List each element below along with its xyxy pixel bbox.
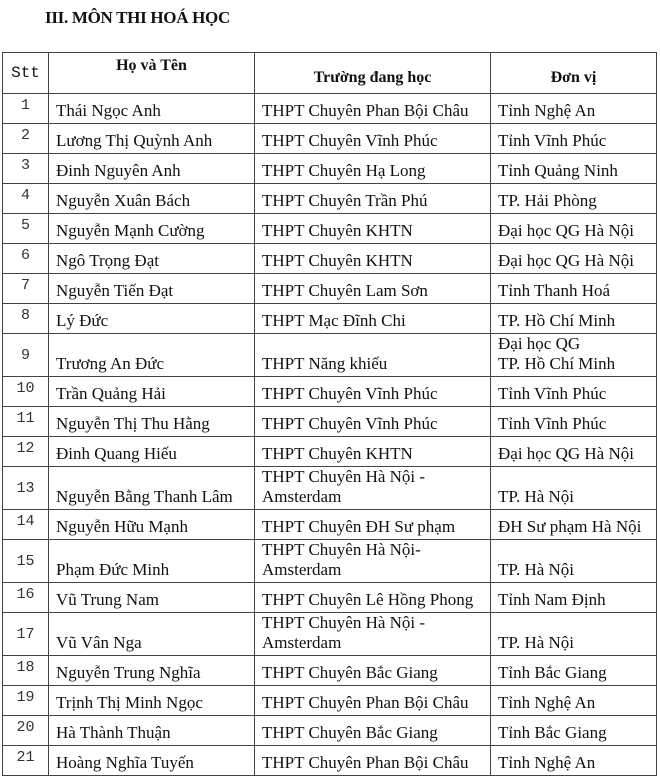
cell-stt: 4 <box>3 184 49 214</box>
cell-unit: Tỉnh Vĩnh Phúc <box>491 124 657 154</box>
cell-school: THPT Chuyên Vĩnh Phúc <box>255 124 491 154</box>
cell-name: Trương An Đức <box>49 334 255 377</box>
cell-school: THPT Chuyên KHTN <box>255 214 491 244</box>
cell-stt: 8 <box>3 304 49 334</box>
cell-unit: Tỉnh Quảng Ninh <box>491 154 657 184</box>
cell-school: THPT Chuyên Trần Phú <box>255 184 491 214</box>
cell-stt: 5 <box>3 214 49 244</box>
table-row <box>3 613 657 656</box>
cell-stt: 15 <box>3 540 49 583</box>
table-row <box>3 154 657 184</box>
cell-stt: 6 <box>3 244 49 274</box>
cell-unit: Tỉnh Nam Định <box>491 583 657 613</box>
cell-name: Vũ Vân Nga <box>49 613 255 656</box>
cell-school: THPT Chuyên Phan Bội Châu <box>255 686 491 716</box>
cell-stt: 19 <box>3 686 49 716</box>
cell-school: THPT Chuyên Hà Nội- Amsterdam <box>255 540 491 583</box>
cell-stt: 17 <box>3 613 49 656</box>
cell-name: Nguyễn Mạnh Cường <box>49 214 255 244</box>
cell-school: THPT Chuyên Bắc Giang <box>255 656 491 686</box>
cell-name: Trịnh Thị Minh Ngọc <box>49 686 255 716</box>
cell-unit: TP. Hà Nội <box>491 467 657 510</box>
cell-school: THPT Chuyên Vĩnh Phúc <box>255 407 491 437</box>
cell-unit: TP. Hà Nội <box>491 613 657 656</box>
table-row <box>3 437 657 467</box>
cell-stt: 13 <box>3 467 49 510</box>
cell-name: Hoàng Nghĩa Tuyến <box>49 746 255 776</box>
cell-unit: TP. Hà Nội <box>491 540 657 583</box>
table-row <box>3 716 657 746</box>
cell-name: Thái Ngọc Anh <box>49 94 255 124</box>
cell-stt: 12 <box>3 437 49 467</box>
cell-stt: 14 <box>3 510 49 540</box>
cell-unit: Tỉnh Nghệ An <box>491 94 657 124</box>
cell-stt: 7 <box>3 274 49 304</box>
cell-name: Vũ Trung Nam <box>49 583 255 613</box>
cell-stt: 1 <box>3 94 49 124</box>
cell-name: Trần Quảng Hải <box>49 377 255 407</box>
table-row <box>3 510 657 540</box>
header-school: Trường đang học <box>255 53 491 94</box>
cell-school: THPT Chuyên Hạ Long <box>255 154 491 184</box>
cell-name: Phạm Đức Minh <box>49 540 255 583</box>
cell-stt: 18 <box>3 656 49 686</box>
section-title: III. MÔN THI HOÁ HỌC <box>45 8 230 27</box>
cell-school: THPT Chuyên Bắc Giang <box>255 716 491 746</box>
cell-school: THPT Chuyên KHTN <box>255 437 491 467</box>
cell-unit: Đại học QG TP. Hồ Chí Minh <box>491 334 657 377</box>
cell-school: THPT Chuyên Phan Bội Châu <box>255 746 491 776</box>
cell-school: THPT Chuyên KHTN <box>255 244 491 274</box>
table-row <box>3 184 657 214</box>
table-row <box>3 686 657 716</box>
cell-unit: Đại học QG Hà Nội <box>491 214 657 244</box>
cell-stt: 21 <box>3 746 49 776</box>
cell-name: Hà Thành Thuận <box>49 716 255 746</box>
table-row <box>3 540 657 583</box>
table-row <box>3 407 657 437</box>
cell-school: THPT Chuyên Lam Sơn <box>255 274 491 304</box>
cell-unit: ĐH Sư phạm Hà Nội <box>491 510 657 540</box>
cell-name: Nguyễn Tiến Đạt <box>49 274 255 304</box>
cell-school: THPT Chuyên ĐH Sư phạm <box>255 510 491 540</box>
header-name: Họ và Tên <box>49 53 255 94</box>
cell-unit: Tỉnh Bắc Giang <box>491 656 657 686</box>
cell-school: THPT Chuyên Hà Nội - Amsterdam <box>255 613 491 656</box>
cell-school: THPT Chuyên Hà Nội - Amsterdam <box>255 467 491 510</box>
cell-stt: 10 <box>3 377 49 407</box>
chemistry-results-table <box>2 52 657 776</box>
cell-name: Đinh Quang Hiếu <box>49 437 255 467</box>
cell-stt: 3 <box>3 154 49 184</box>
cell-unit: TP. Hải Phòng <box>491 184 657 214</box>
cell-name: Nguyễn Trung Nghĩa <box>49 656 255 686</box>
table-row <box>3 124 657 154</box>
table-row <box>3 94 657 124</box>
cell-school: THPT Chuyên Phan Bội Châu <box>255 94 491 124</box>
cell-unit: Tỉnh Vĩnh Phúc <box>491 407 657 437</box>
cell-stt: 9 <box>3 334 49 377</box>
header-stt: Stt <box>3 53 49 94</box>
cell-school: THPT Chuyên Lê Hồng Phong <box>255 583 491 613</box>
cell-name: Ngô Trọng Đạt <box>49 244 255 274</box>
cell-name: Nguyễn Thị Thu Hằng <box>49 407 255 437</box>
cell-name: Đinh Nguyên Anh <box>49 154 255 184</box>
table-row <box>3 214 657 244</box>
cell-unit: Đại học QG Hà Nội <box>491 244 657 274</box>
cell-stt: 2 <box>3 124 49 154</box>
cell-unit: Tỉnh Vĩnh Phúc <box>491 377 657 407</box>
header-unit: Đơn vị <box>491 53 657 94</box>
cell-name: Nguyễn Bằng Thanh Lâm <box>49 467 255 510</box>
cell-name: Nguyễn Xuân Bách <box>49 184 255 214</box>
cell-unit: Tỉnh Nghệ An <box>491 686 657 716</box>
cell-school: THPT Chuyên Vĩnh Phúc <box>255 377 491 407</box>
cell-name: Lương Thị Quỳnh Anh <box>49 124 255 154</box>
table-header-row <box>3 53 657 94</box>
cell-stt: 11 <box>3 407 49 437</box>
table-row <box>3 304 657 334</box>
cell-name: Nguyễn Hữu Mạnh <box>49 510 255 540</box>
table-body <box>3 94 657 776</box>
table-row <box>3 656 657 686</box>
table-row <box>3 467 657 510</box>
cell-stt: 20 <box>3 716 49 746</box>
table-row <box>3 377 657 407</box>
cell-unit: Tỉnh Nghệ An <box>491 746 657 776</box>
cell-name: Lý Đức <box>49 304 255 334</box>
cell-unit: Đại học QG Hà Nội <box>491 437 657 467</box>
cell-stt: 16 <box>3 583 49 613</box>
cell-unit: Tỉnh Bắc Giang <box>491 716 657 746</box>
cell-unit: Tỉnh Thanh Hoá <box>491 274 657 304</box>
table-row <box>3 334 657 377</box>
table-row <box>3 244 657 274</box>
table-row <box>3 583 657 613</box>
table-row <box>3 274 657 304</box>
table-row <box>3 746 657 776</box>
cell-school: THPT Năng khiếu <box>255 334 491 377</box>
cell-school: THPT Mạc Đĩnh Chi <box>255 304 491 334</box>
cell-unit: TP. Hồ Chí Minh <box>491 304 657 334</box>
